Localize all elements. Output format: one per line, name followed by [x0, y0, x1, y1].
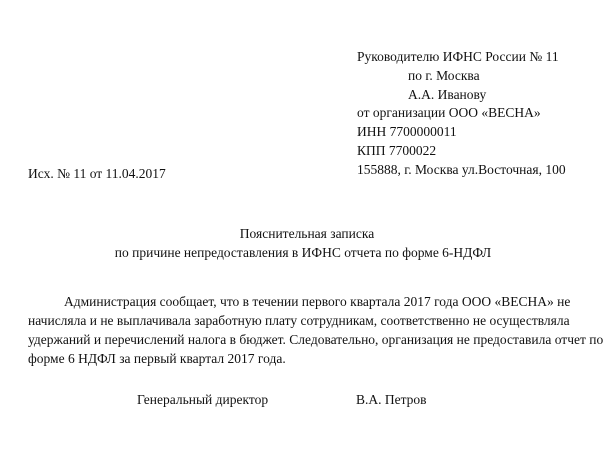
body-line-1: Администрация сообщает, что в течении первого квартала 2017 года ООО «ВЕСНА» не: [64, 294, 571, 309]
sender-organization: от организации ООО «ВЕСНА»: [357, 105, 541, 121]
sender-address: 155888, г. Москва ул.Восточная, 100: [357, 161, 566, 177]
outgoing-reference: Исх. № 11 от 11.04.2017: [28, 166, 166, 181]
addressee-recipient: Руководителю ИФНС России № 11: [357, 49, 559, 64]
body-line-3: удержаний и перечислений налога в бюджет. Следовательно, организация не предоставила отчет по: [28, 332, 604, 347]
signature-name: В.А. Петров: [356, 392, 427, 407]
title-line-1: Пояснительная записка: [239, 226, 375, 241]
signature-position: Генеральный директор: [137, 392, 269, 407]
sender-inn: ИНН 7700000011: [357, 124, 457, 140]
addressee-city: по г. Москва: [408, 67, 480, 83]
body-line-4: форме 6 НДФЛ за первый квартал 2017 года.: [28, 351, 286, 366]
body-line-2: начисляла и не выплачивала заработную плату сотрудникам, соответственно не осуществляла: [28, 313, 570, 328]
addressee-block: [357, 48, 566, 180]
body-paragraph: [28, 292, 604, 368]
document-title: [0, 224, 606, 262]
sender-kpp: КПП 7700022: [357, 142, 437, 158]
title-line-2: по причине непредоставления в ИФНС отчета по форме 6-НДФЛ: [114, 245, 492, 260]
addressee-person: А.А. Иванову: [408, 86, 487, 102]
